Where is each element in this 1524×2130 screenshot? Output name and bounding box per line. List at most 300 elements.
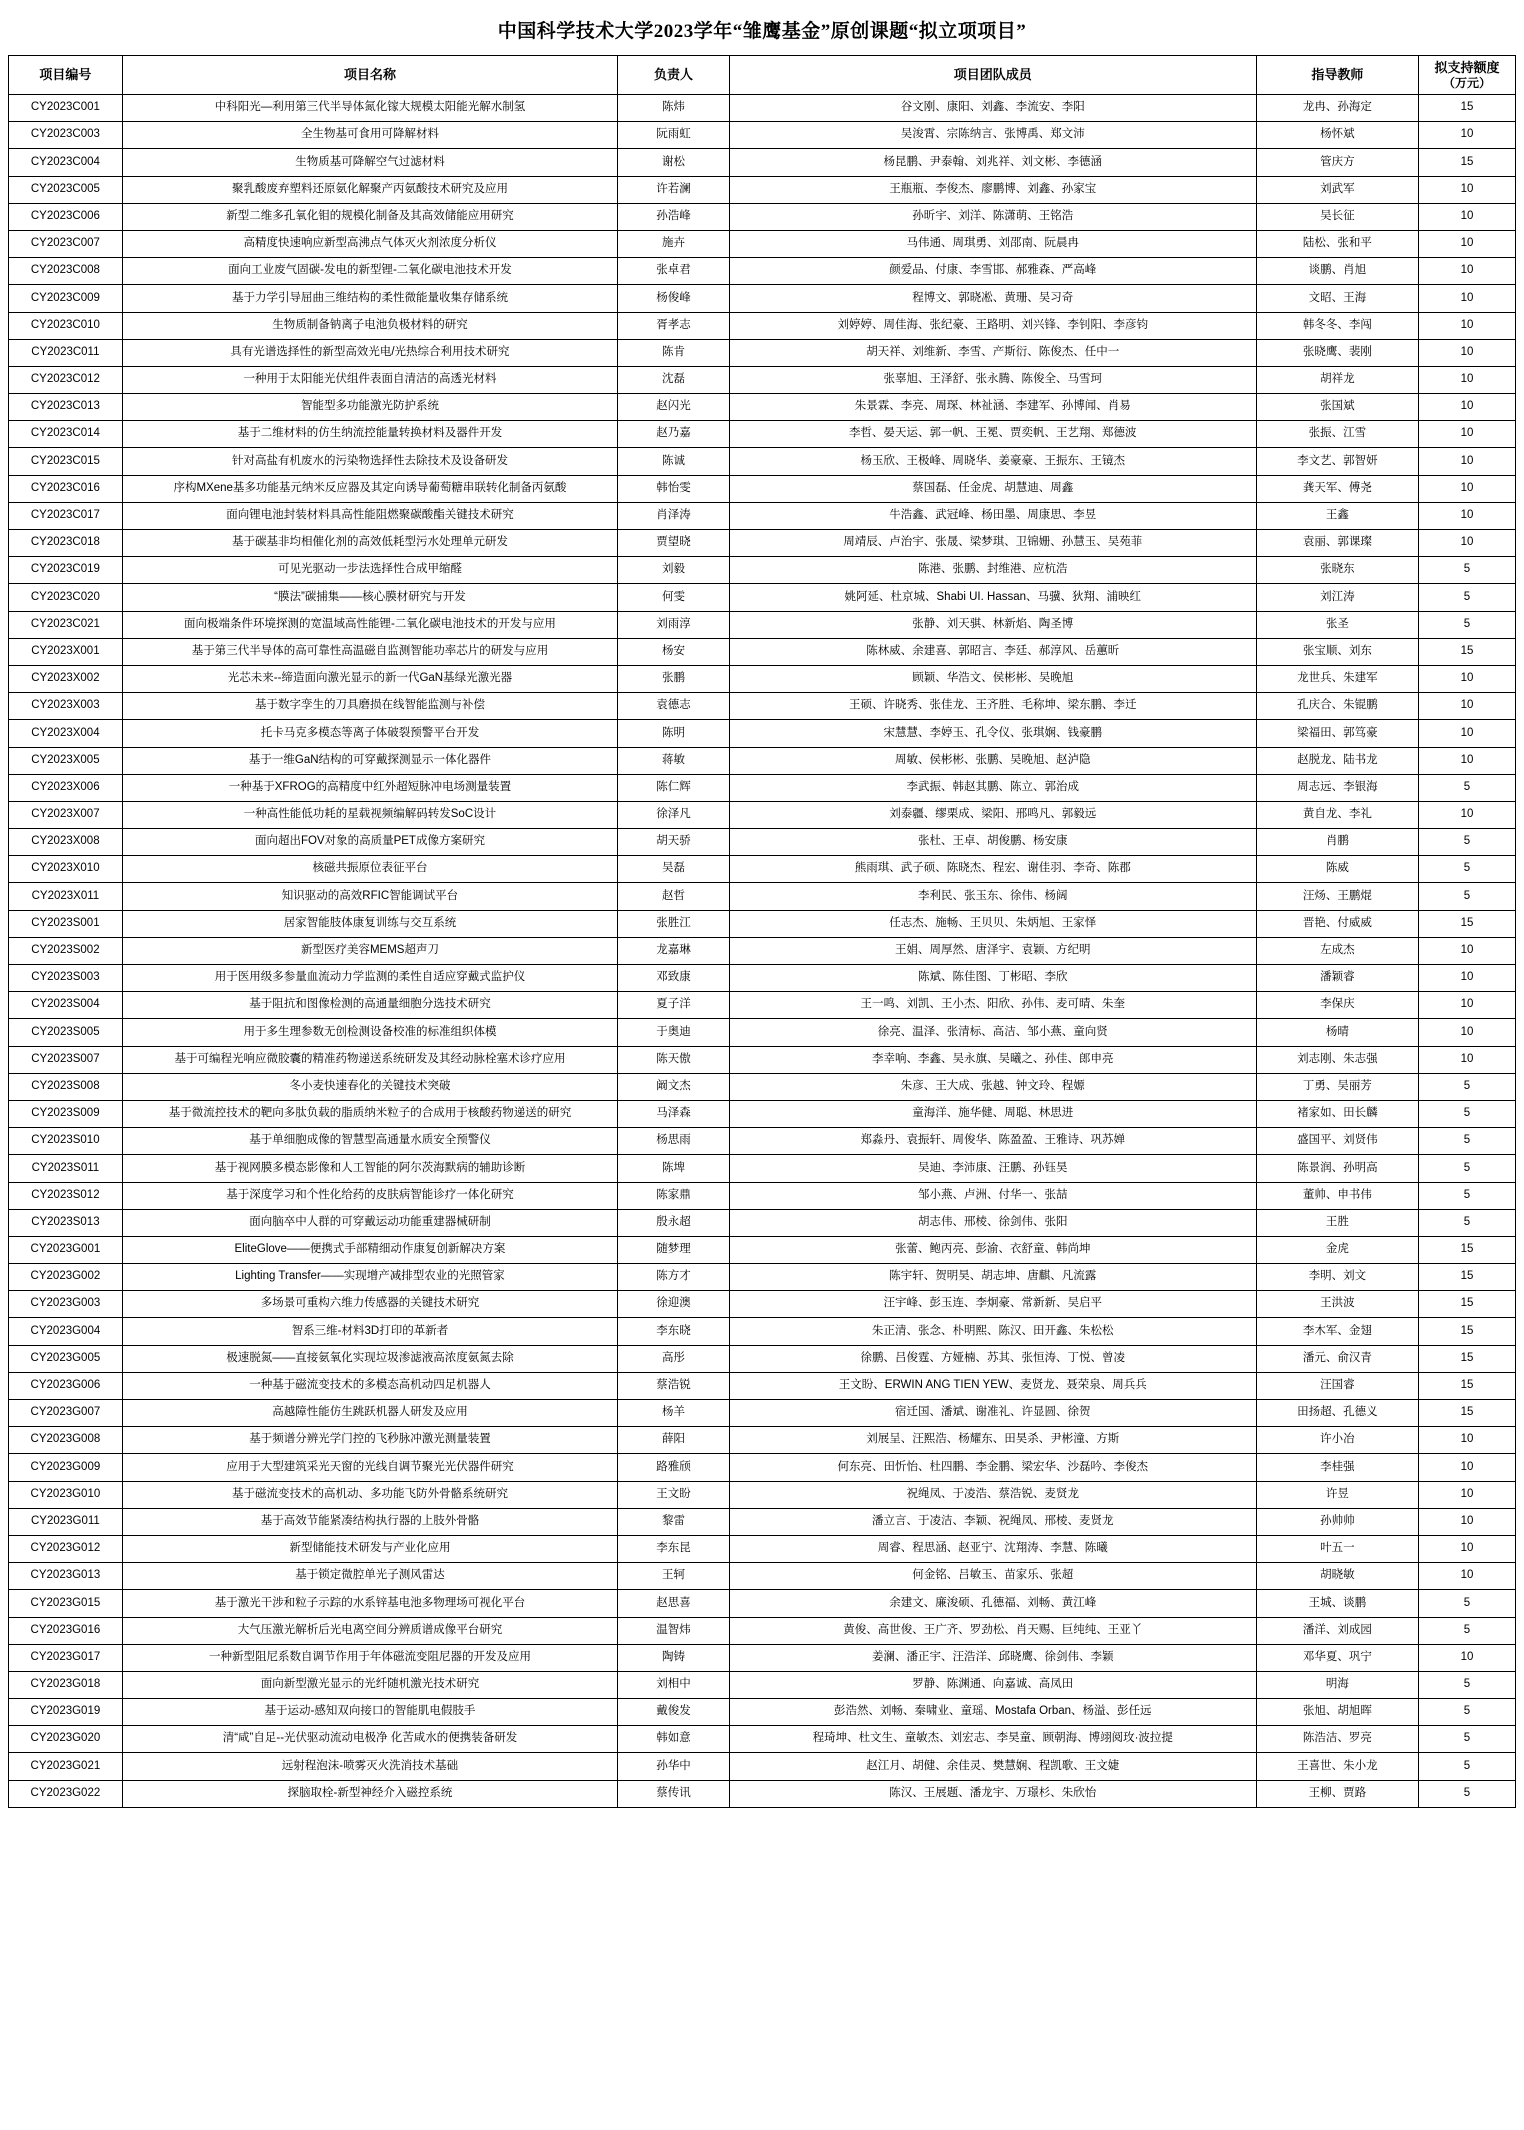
cell-amount: 5 [1419,1780,1516,1807]
cell-tutor: 陆松、张和平 [1256,230,1418,257]
cell-amount: 10 [1419,1427,1516,1454]
cell-project-id: CY2023C001 [9,95,123,122]
cell-team: 谷文刚、康阳、刘鑫、李流安、李阳 [729,95,1256,122]
cell-amount: 10 [1419,992,1516,1019]
table-row [9,584,1516,611]
cell-amount: 5 [1419,829,1516,856]
table-row [9,910,1516,937]
cell-project-name: 极速脱氮——直接氨氧化实现垃圾渗滤液高浓度氨氮去除 [122,1345,617,1372]
cell-project-id: CY2023C004 [9,149,123,176]
cell-project-id: CY2023X011 [9,883,123,910]
cell-leader: 蒋敏 [618,747,730,774]
cell-tutor: 叶五一 [1256,1535,1418,1562]
cell-tutor: 龙冉、孙海定 [1256,95,1418,122]
cell-project-id: CY2023G006 [9,1372,123,1399]
cell-project-name: 基于可编程光响应微胶囊的精准药物递送系统研发及其经动脉栓塞术诊疗应用 [122,1046,617,1073]
cell-team: 徐鹏、吕俊霆、方娅楠、苏其、张恒涛、丁悦、曾凌 [729,1345,1256,1372]
cell-project-name: 基于第三代半导体的高可靠性高温磁自监测智能功率芯片的研发与应用 [122,638,617,665]
column-header-project-id: 项目编号 [9,56,123,95]
cell-project-id: CY2023G005 [9,1345,123,1372]
cell-leader: 马泽森 [618,1100,730,1127]
cell-team: 邹小燕、卢洲、付华一、张喆 [729,1182,1256,1209]
cell-amount: 10 [1419,366,1516,393]
cell-project-id: CY2023S003 [9,965,123,992]
cell-leader: 杨安 [618,638,730,665]
cell-amount: 10 [1419,693,1516,720]
cell-tutor: 张圣 [1256,611,1418,638]
cell-leader: 张胜江 [618,910,730,937]
column-header-team: 项目团队成员 [729,56,1256,95]
cell-tutor: 王鑫 [1256,502,1418,529]
cell-team: 王硕、许晓秀、张佳龙、王齐胜、毛称坤、梁东鹏、李迁 [729,693,1256,720]
table-row [9,1535,1516,1562]
cell-amount: 15 [1419,1372,1516,1399]
table-row [9,1644,1516,1671]
cell-project-name: 新型二维多孔氧化钼的规模化制备及其高效储能应用研究 [122,203,617,230]
cell-tutor: 张国斌 [1256,394,1418,421]
cell-project-name: 全生物基可食用可降解材料 [122,122,617,149]
cell-amount: 5 [1419,883,1516,910]
cell-team: 刘展呈、汪熙浩、杨耀东、田昊杀、尹彬潼、方斯 [729,1427,1256,1454]
cell-leader: 陈方才 [618,1264,730,1291]
cell-team: 牛浩鑫、武冠峰、杨田墨、周康思、李昱 [729,502,1256,529]
cell-project-name: 清“咸”自足--光伏驱动流动电极净 化苦咸水的便携装备研发 [122,1726,617,1753]
cell-team: 陈宇轩、贺明昊、胡志坤、唐麒、凡流露 [729,1264,1256,1291]
cell-team: 何金铭、吕敏玉、苗家乐、张超 [729,1563,1256,1590]
cell-tutor: 黄自龙、李礼 [1256,801,1418,828]
cell-tutor: 刘江涛 [1256,584,1418,611]
table-row [9,1563,1516,1590]
cell-project-name: 核磁共振原位表征平台 [122,856,617,883]
cell-leader: 龙嘉琳 [618,937,730,964]
table-row [9,611,1516,638]
cell-team: 姜澜、潘正宇、汪浩洋、邱晓鹰、徐剑伟、李颖 [729,1644,1256,1671]
table-row [9,557,1516,584]
amount-header-line1: 拟支持额度 [1434,60,1500,75]
cell-tutor: 邓华夏、巩宁 [1256,1644,1418,1671]
cell-tutor: 陈景润、孙明高 [1256,1155,1418,1182]
cell-project-id: CY2023G001 [9,1236,123,1263]
cell-leader: 杨俊峰 [618,285,730,312]
cell-tutor: 明海 [1256,1671,1418,1698]
cell-team: 顾颖、华浩文、侯彬彬、吴晚旭 [729,665,1256,692]
cell-tutor: 盛国平、刘贤伟 [1256,1128,1418,1155]
cell-leader: 韩如意 [618,1726,730,1753]
cell-project-id: CY2023S013 [9,1209,123,1236]
cell-project-id: CY2023C014 [9,421,123,448]
cell-amount: 15 [1419,910,1516,937]
cell-amount: 10 [1419,502,1516,529]
cell-leader: 赵闪光 [618,394,730,421]
cell-amount: 15 [1419,1236,1516,1263]
cell-amount: 5 [1419,1699,1516,1726]
cell-leader: 随梦理 [618,1236,730,1263]
cell-leader: 袁德志 [618,693,730,720]
cell-leader: 高彤 [618,1345,730,1372]
cell-leader: 贾望晓 [618,530,730,557]
cell-project-name: 居家智能肢体康复训练与交互系统 [122,910,617,937]
cell-amount: 10 [1419,176,1516,203]
cell-amount: 15 [1419,1400,1516,1427]
cell-project-id: CY2023X004 [9,720,123,747]
table-row [9,1128,1516,1155]
cell-team: 何东亮、田忻怡、杜四鹏、李金鹏、梁宏华、沙磊吟、李俊杰 [729,1454,1256,1481]
cell-leader: 肖泽涛 [618,502,730,529]
cell-leader: 赵哲 [618,883,730,910]
cell-project-name: 生物质制备钠离子电池负极材料的研究 [122,312,617,339]
cell-amount: 5 [1419,1753,1516,1780]
table-row [9,774,1516,801]
cell-amount: 5 [1419,1726,1516,1753]
cell-leader: 谢松 [618,149,730,176]
cell-team: 李武振、韩赵其鹏、陈立、郭治成 [729,774,1256,801]
cell-leader: 赵思喜 [618,1590,730,1617]
cell-tutor: 陈浩洁、罗亮 [1256,1726,1418,1753]
table-row [9,1291,1516,1318]
table-header-row [9,56,1516,95]
cell-project-name: 面向脑卒中人群的可穿戴运动功能重建器械研制 [122,1209,617,1236]
cell-leader: 李东昆 [618,1535,730,1562]
cell-team: 郑淼丹、袁振轩、周俊华、陈盈盈、王雅诗、巩苏婵 [729,1128,1256,1155]
cell-project-id: CY2023C007 [9,230,123,257]
cell-team: 吴迪、李沛康、汪鹏、孙钰昊 [729,1155,1256,1182]
cell-amount: 10 [1419,1046,1516,1073]
cell-tutor: 袁丽、郭课璨 [1256,530,1418,557]
cell-project-id: CY2023C013 [9,394,123,421]
cell-team: 刘婷婷、周佳海、张纪豪、王路明、刘兴锋、李钊阳、李彦钧 [729,312,1256,339]
cell-leader: 邓致康 [618,965,730,992]
table-row [9,366,1516,393]
cell-tutor: 金虎 [1256,1236,1418,1263]
cell-tutor: 肖鹏 [1256,829,1418,856]
cell-amount: 15 [1419,149,1516,176]
cell-team: 熊雨琪、武子硕、陈晓杰、程宏、谢佳羽、李奇、陈郡 [729,856,1256,883]
cell-project-id: CY2023G012 [9,1535,123,1562]
cell-amount: 15 [1419,1291,1516,1318]
cell-leader: 刘相中 [618,1671,730,1698]
cell-team: 宋慧慧、李婷玉、孔令仪、张琪娴、钱豪鹏 [729,720,1256,747]
cell-leader: 夏子洋 [618,992,730,1019]
cell-amount: 10 [1419,339,1516,366]
cell-amount: 10 [1419,312,1516,339]
cell-tutor: 晋艳、付威威 [1256,910,1418,937]
cell-project-name: 新型医疗美容MEMS超声刀 [122,937,617,964]
cell-project-name: 高精度快速响应新型高沸点气体灭火剂浓度分析仪 [122,230,617,257]
cell-project-id: CY2023G018 [9,1671,123,1698]
cell-amount: 15 [1419,1318,1516,1345]
cell-project-name: 针对高盐有机废水的污染物选择性去除技术及设备研发 [122,448,617,475]
cell-project-name: 基于磁流变技术的高机动、多功能飞防外骨骼系统研究 [122,1481,617,1508]
cell-amount: 10 [1419,285,1516,312]
cell-project-name: 基于一维GaN结构的可穿戴探测显示一体化器件 [122,747,617,774]
cell-tutor: 许小冶 [1256,1427,1418,1454]
cell-amount: 5 [1419,1590,1516,1617]
cell-amount: 15 [1419,1264,1516,1291]
cell-project-id: CY2023S012 [9,1182,123,1209]
approved-projects-table [8,55,1516,1808]
cell-project-id: CY2023C017 [9,502,123,529]
table-row [9,829,1516,856]
cell-project-id: CY2023S005 [9,1019,123,1046]
cell-project-id: CY2023G003 [9,1291,123,1318]
cell-tutor: 褚家如、田长麟 [1256,1100,1418,1127]
cell-project-id: CY2023C011 [9,339,123,366]
cell-tutor: 刘志刚、朱志强 [1256,1046,1418,1073]
cell-project-name: 基于碳基非均相催化剂的高效低耗型污水处理单元研发 [122,530,617,557]
cell-project-id: CY2023X006 [9,774,123,801]
table-row [9,1699,1516,1726]
cell-amount: 10 [1419,475,1516,502]
cell-amount: 10 [1419,1535,1516,1562]
cell-project-name: 多场景可重构六维力传感器的关键技术研究 [122,1291,617,1318]
cell-project-id: CY2023G022 [9,1780,123,1807]
cell-project-id: CY2023S002 [9,937,123,964]
cell-team: 陈汉、王展题、潘龙宇、万璟杉、朱欣怡 [729,1780,1256,1807]
cell-project-name: 知识驱动的高效RFIC智能调试平台 [122,883,617,910]
table-row [9,285,1516,312]
cell-team: 李幸响、李鑫、吴永旗、吴曦之、孙佳、郎申亮 [729,1046,1256,1073]
table-row [9,1780,1516,1807]
cell-leader: 路雅颀 [618,1454,730,1481]
cell-project-id: CY2023G020 [9,1726,123,1753]
cell-leader: 薛阳 [618,1427,730,1454]
cell-leader: 陈明 [618,720,730,747]
cell-amount: 10 [1419,1508,1516,1535]
cell-project-name: 基于数字孪生的刀具磨损在线智能监测与补偿 [122,693,617,720]
cell-project-id: CY2023C009 [9,285,123,312]
table-row [9,747,1516,774]
cell-leader: 胡天骄 [618,829,730,856]
cell-leader: 陈肯 [618,339,730,366]
cell-tutor: 韩冬冬、李闯 [1256,312,1418,339]
cell-leader: 阮雨虹 [618,122,730,149]
table-row [9,339,1516,366]
table-row [9,394,1516,421]
cell-project-id: CY2023C008 [9,258,123,285]
cell-project-id: CY2023S001 [9,910,123,937]
cell-leader: 李东晓 [618,1318,730,1345]
cell-team: 祝绳凤、于凌浩、蔡浩锐、麦贤龙 [729,1481,1256,1508]
cell-leader: 黎雷 [618,1508,730,1535]
cell-team: 张辜旭、王泽舒、张永腾、陈俊全、马雪珂 [729,366,1256,393]
cell-leader: 张卓君 [618,258,730,285]
cell-team: 马伟通、周琪勇、刘邵南、阮晨冉 [729,230,1256,257]
cell-project-name: 生物质基可降解空气过滤材料 [122,149,617,176]
cell-project-id: CY2023X003 [9,693,123,720]
cell-team: 宿迁国、潘斌、谢准礼、许显圆、徐贺 [729,1400,1256,1427]
cell-team: 朱正清、张念、朴明熙、陈汉、田开鑫、朱松松 [729,1318,1256,1345]
cell-project-name: 冬小麦快速春化的关键技术突破 [122,1073,617,1100]
table-row [9,1019,1516,1046]
cell-project-id: CY2023G015 [9,1590,123,1617]
cell-leader: 何雯 [618,584,730,611]
table-row [9,1372,1516,1399]
table-row [9,1481,1516,1508]
cell-team: 吴浚霄、宗陈纳言、张博禹、郑文沛 [729,122,1256,149]
table-row [9,1345,1516,1372]
cell-team: 孙昕宇、刘洋、陈潇萌、王铭浩 [729,203,1256,230]
cell-amount: 5 [1419,584,1516,611]
cell-amount: 5 [1419,1073,1516,1100]
cell-project-name: 中科阳光—利用第三代半导体氮化镓大规模太阳能光解水制氢 [122,95,617,122]
cell-project-name: 基于力学引导屈曲三维结构的柔性微能量收集存储系统 [122,285,617,312]
cell-tutor: 李文艺、郭智妍 [1256,448,1418,475]
cell-project-id: CY2023C012 [9,366,123,393]
cell-project-name: 基于二维材料的仿生纳流控能量转换材料及器件开发 [122,421,617,448]
cell-project-id: CY2023X002 [9,665,123,692]
cell-amount: 5 [1419,1671,1516,1698]
cell-project-name: 大气压激光解析后光电离空间分辨质谱成像平台研究 [122,1617,617,1644]
cell-leader: 沈磊 [618,366,730,393]
cell-project-id: CY2023C016 [9,475,123,502]
table-row [9,992,1516,1019]
cell-project-id: CY2023C021 [9,611,123,638]
cell-project-name: 智系三维-材料3D打印的革新者 [122,1318,617,1345]
cell-team: 颜爱品、付康、李雪邯、郝雅森、严高峰 [729,258,1256,285]
cell-team: 黄俊、高世俊、王广齐、罗劲松、肖天赐、巨纯纯、王亚丫 [729,1617,1256,1644]
table-row [9,502,1516,529]
cell-project-name: 面向工业废气固碳-发电的新型锂-二氧化碳电池技术开发 [122,258,617,285]
cell-tutor: 梁福田、郭笃豪 [1256,720,1418,747]
cell-project-name: EliteGlove——便携式手部精细动作康复创新解决方案 [122,1236,617,1263]
cell-tutor: 谈鹏、肖旭 [1256,258,1418,285]
cell-project-id: CY2023C005 [9,176,123,203]
cell-amount: 5 [1419,611,1516,638]
cell-amount: 10 [1419,122,1516,149]
cell-project-name: 基于锁定微腔单光子测风雷达 [122,1563,617,1590]
table-row [9,1508,1516,1535]
cell-leader: 蔡浩锐 [618,1372,730,1399]
table-row [9,883,1516,910]
cell-project-name: 一种用于太阳能光伏组件表面自清洁的高透光材料 [122,366,617,393]
table-row [9,638,1516,665]
cell-project-id: CY2023S009 [9,1100,123,1127]
cell-project-id: CY2023C020 [9,584,123,611]
cell-leader: 孙浩峰 [618,203,730,230]
cell-project-id: CY2023X001 [9,638,123,665]
cell-project-name: 托卡马克多模态等离子体破裂预警平台开发 [122,720,617,747]
cell-team: 杨昆鹏、尹泰翰、刘兆祥、刘文彬、李德涵 [729,149,1256,176]
cell-team: 赵江月、胡健、余佳灵、樊慧娴、程凯歌、王文婕 [729,1753,1256,1780]
cell-project-id: CY2023S008 [9,1073,123,1100]
cell-project-name: 面向新型激光显示的光纤随机激光技术研究 [122,1671,617,1698]
cell-team: 王文盼、ERWIN ANG TIEN YEW、麦贤龙、聂荣泉、周兵兵 [729,1372,1256,1399]
cell-tutor: 董帅、申书伟 [1256,1182,1418,1209]
cell-amount: 10 [1419,530,1516,557]
cell-project-id: CY2023G007 [9,1400,123,1427]
cell-project-name: 高越障性能仿生跳跃机器人研发及应用 [122,1400,617,1427]
cell-project-id: CY2023C010 [9,312,123,339]
cell-team: 徐亮、温泽、张清标、高洁、邹小燕、童向贤 [729,1019,1256,1046]
cell-project-id: CY2023X008 [9,829,123,856]
cell-amount: 15 [1419,638,1516,665]
cell-project-name: 新型储能技术研发与产业化应用 [122,1535,617,1562]
cell-project-name: 聚乳酸废弃塑料还原氨化解聚产丙氨酸技术研究及应用 [122,176,617,203]
cell-amount: 10 [1419,965,1516,992]
cell-tutor: 汪炀、王鹏焜 [1256,883,1418,910]
table-row [9,1046,1516,1073]
table-row [9,801,1516,828]
cell-team: 罗静、陈渊通、向嘉诚、高凤田 [729,1671,1256,1698]
cell-amount: 5 [1419,1155,1516,1182]
cell-team: 程琦坤、杜文生、童敏杰、刘宏志、李昊童、顾朝海、博翊阅玫·波拉提 [729,1726,1256,1753]
table-row [9,1073,1516,1100]
cell-team: 张杜、王卓、胡俊鹏、杨安康 [729,829,1256,856]
cell-team: 胡天祥、刘维新、李雪、产斯衍、陈俊杰、任中一 [729,339,1256,366]
cell-project-id: CY2023S007 [9,1046,123,1073]
cell-leader: 刘毅 [618,557,730,584]
cell-team: 朱彦、王大成、张越、钟文玲、程嫄 [729,1073,1256,1100]
table-row [9,965,1516,992]
amount-header-line2: （万元） [1443,75,1492,90]
cell-amount: 10 [1419,1454,1516,1481]
cell-team: 李利民、张玉东、徐伟、杨阔 [729,883,1256,910]
table-row [9,312,1516,339]
cell-tutor: 王胜 [1256,1209,1418,1236]
cell-leader: 温智炜 [618,1617,730,1644]
cell-team: 张静、刘天骐、林新焰、陶圣博 [729,611,1256,638]
cell-project-name: 一种基于XFROG的高精度中红外超短脉冲电场测量装置 [122,774,617,801]
cell-leader: 韩怡雯 [618,475,730,502]
cell-project-id: CY2023G011 [9,1508,123,1535]
cell-tutor: 李明、刘文 [1256,1264,1418,1291]
cell-tutor: 丁勇、吴丽芳 [1256,1073,1418,1100]
cell-tutor: 许昱 [1256,1481,1418,1508]
cell-project-name: 基于运动-感知双向接口的智能肌电假肢手 [122,1699,617,1726]
cell-project-id: CY2023S010 [9,1128,123,1155]
cell-team: 潘立言、于凌洁、李颖、祝绳凤、邢棱、麦贤龙 [729,1508,1256,1535]
cell-leader: 徐迎澳 [618,1291,730,1318]
table-row [9,176,1516,203]
cell-leader: 赵乃嘉 [618,421,730,448]
cell-amount: 10 [1419,1019,1516,1046]
cell-project-id: CY2023X010 [9,856,123,883]
cell-tutor: 孙帅帅 [1256,1508,1418,1535]
cell-project-id: CY2023G016 [9,1617,123,1644]
cell-tutor: 张振、江雪 [1256,421,1418,448]
table-row [9,530,1516,557]
table-row [9,475,1516,502]
table-row [9,1264,1516,1291]
cell-project-id: CY2023C018 [9,530,123,557]
cell-project-id: CY2023C003 [9,122,123,149]
table-row [9,1236,1516,1263]
cell-tutor: 李保庆 [1256,992,1418,1019]
cell-leader: 孙华中 [618,1753,730,1780]
cell-project-name: 基于阻抗和图像检测的高通量细胞分选技术研究 [122,992,617,1019]
cell-tutor: 胡祥龙 [1256,366,1418,393]
cell-project-id: CY2023G008 [9,1427,123,1454]
column-header-leader: 负责人 [618,56,730,95]
table-row [9,720,1516,747]
cell-tutor: 吴长征 [1256,203,1418,230]
cell-team: 余建文、廉浚硕、孔德福、刘畅、黄江峰 [729,1590,1256,1617]
cell-project-name: 基于高效节能紧凑结构执行器的上肢外骨骼 [122,1508,617,1535]
cell-tutor: 杨怀斌 [1256,122,1418,149]
cell-tutor: 潘颖睿 [1256,965,1418,992]
cell-project-name: 应用于大型建筑采光天窗的光线自调节聚光光伏器件研究 [122,1454,617,1481]
cell-tutor: 潘洋、刘成园 [1256,1617,1418,1644]
cell-project-name: 光芯未来--缔造面向激光显示的新一代GaN基绿光激光器 [122,665,617,692]
cell-amount: 10 [1419,258,1516,285]
cell-amount: 10 [1419,448,1516,475]
cell-leader: 杨羊 [618,1400,730,1427]
cell-tutor: 刘武军 [1256,176,1418,203]
cell-project-name: 基于激光干涉和粒子示踪的水系锌基电池多物理场可视化平台 [122,1590,617,1617]
cell-amount: 10 [1419,1563,1516,1590]
cell-tutor: 潘元、俞汉青 [1256,1345,1418,1372]
cell-amount: 5 [1419,774,1516,801]
